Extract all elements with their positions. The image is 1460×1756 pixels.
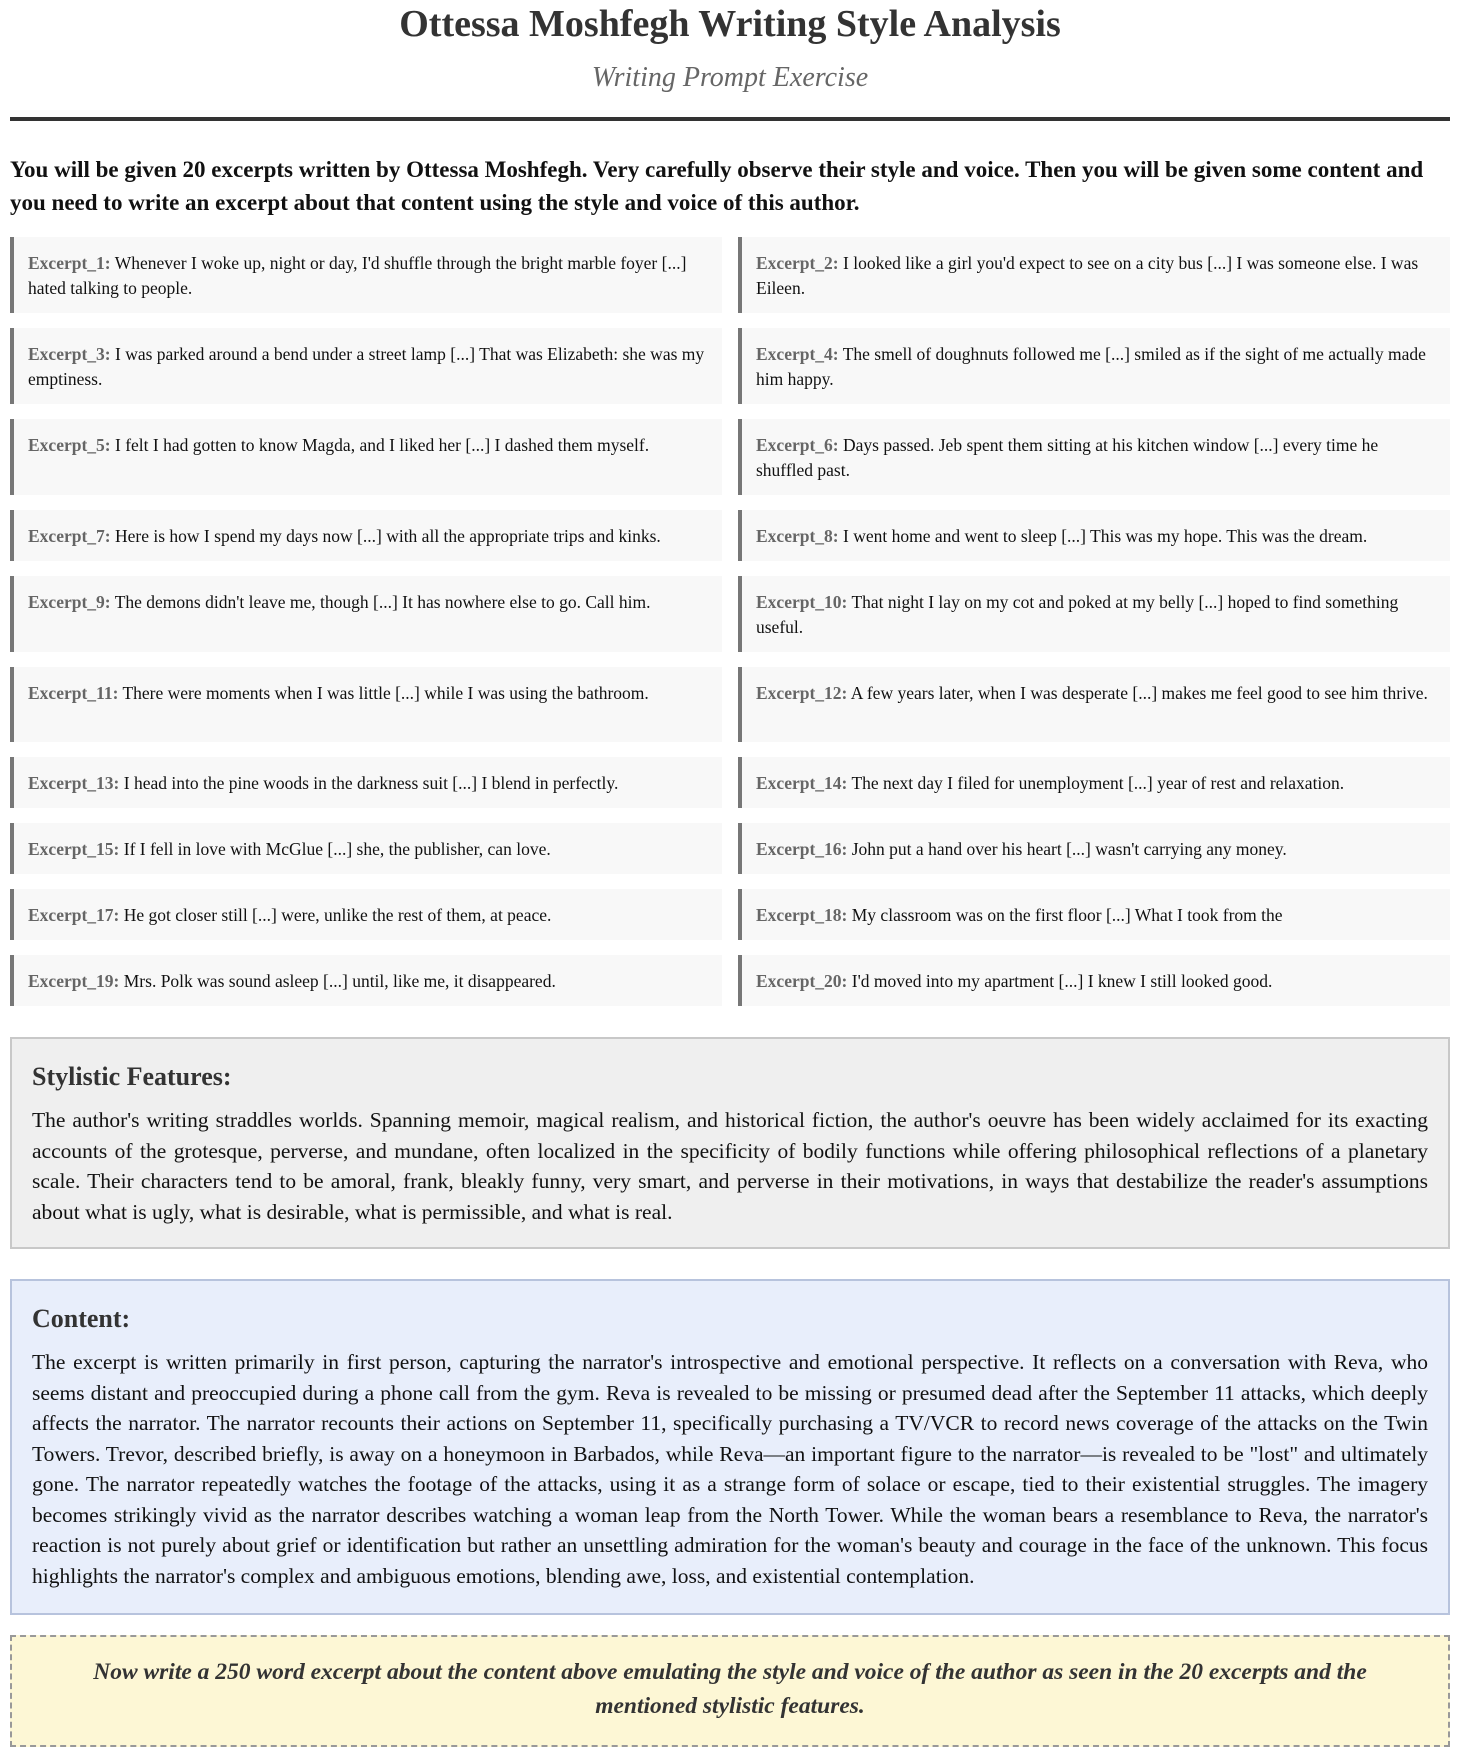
page-title: Ottessa Moshfegh Writing Style Analysis	[399, 3, 1061, 45]
excerpt-card	[738, 889, 1450, 940]
content-text: The excerpt is written primarily in first person, capturing the narrator's introspective and emotional perspective. It reflects on a conversation with Reva, who seems distant and preoccupied during a phone call from the gym. Reva is revealed to be missing or presumed dead after the September 11 attacks, which deeply affects the narrator. The narrator recounts their actions on September 11, specifically purchasing a TV/VCR to record news coverage of the attacks on the Twin Towers. Trevor, described briefly, is away on a honeymoon in Barbados, while Reva—an important figure to the narrator—is revealed to be "lost" and ultimately gone. The narrator repeatedly watches the footage of the attacks, using it as a strange form of solace or escape, tied to their existential struggles. The imagery becomes strikingly vivid as the narrator describes watching a woman leap from the North Tower. While the woman bears a resemblance to Reva, the narrator's reaction is not purely about grief or identification but rather an unsettling admiration for the woman's beauty and courage in the face of the unknown. This focus highlights the narrator's complex and ambiguous emotions, blending awe, loss, and existential contemplation.	[32, 1350, 1428, 1588]
excerpt-text: I went home and went to sleep [...] This was my hope. This was the dream.	[843, 526, 1368, 546]
excerpt-card	[738, 757, 1450, 808]
instruction-text: Now write a 250 word excerpt about the content above emulating the style and voice of the author as seen in the 20 excerpts and the mentioned stylistic features.	[93, 1659, 1367, 1719]
excerpt-text: The smell of doughnuts followed me [...] smiled as if the sight of me actually made him happy.	[756, 344, 1426, 389]
header-divider	[10, 117, 1450, 121]
excerpt-label: Excerpt_12:	[756, 683, 848, 703]
stylistic-features-text: The author's writing straddles worlds. Spanning memoir, magical realism, and historical fiction, the author's oeuvre has been widely acclaimed for its exacting accounts of the grotesque, perverse, and mundane, often localized in the specificity of bodily functions while offering philosophical reflections of a planetary scale. Their characters tend to be amoral, frank, bleakly funny, very smart, and perverse in their motivations, in ways that destabilize the reader's assumptions about what is ugly, what is desirable, what is permissible, and what is real.	[32, 1108, 1428, 1224]
excerpt-text: Mrs. Polk was sound asleep [...] until, like me, it disappeared.	[123, 971, 556, 991]
page-subtitle: Writing Prompt Exercise	[591, 62, 869, 93]
excerpt-label: Excerpt_16:	[756, 839, 848, 859]
excerpt-card	[10, 757, 722, 808]
excerpt-label: Excerpt_9:	[28, 592, 111, 612]
excerpt-label: Excerpt_4:	[756, 344, 839, 364]
excerpt-text: I felt I had gotten to know Magda, and I liked her [...] I dashed them myself.	[115, 435, 650, 455]
excerpt-text: The next day I filed for unemployment [...] year of rest and relaxation.	[851, 773, 1345, 793]
excerpt-label: Excerpt_15:	[28, 839, 120, 859]
excerpt-label: Excerpt_6:	[756, 435, 839, 455]
excerpt-card	[10, 510, 722, 561]
excerpt-label: Excerpt_14:	[756, 773, 848, 793]
excerpt-text: I looked like a girl you'd expect to see on a city bus [...] I was someone else. I was Eileen.	[756, 253, 1419, 298]
excerpt-label: Excerpt_8:	[756, 526, 839, 546]
excerpt-card	[10, 328, 722, 404]
excerpt-label: Excerpt_11:	[28, 683, 119, 703]
excerpt-text: John put a hand over his heart [...] wasn't carrying any money.	[851, 839, 1287, 859]
excerpt-text: Whenever I woke up, night or day, I'd shuffle through the bright marble foyer [...] hated talking to people.	[28, 253, 687, 298]
excerpt-label: Excerpt_7:	[28, 526, 111, 546]
stylistic-features-box	[10, 1037, 1450, 1249]
excerpt-label: Excerpt_5:	[28, 435, 111, 455]
excerpt-card	[738, 955, 1450, 1006]
excerpt-card	[10, 955, 722, 1006]
excerpt-text: Days passed. Jeb spent them sitting at his kitchen window [...] every time he shuffled past.	[756, 435, 1379, 480]
excerpt-label: Excerpt_2:	[756, 253, 839, 273]
excerpt-text: He got closer still [...] were, unlike the rest of them, at peace.	[123, 905, 552, 925]
excerpt-card	[738, 823, 1450, 874]
intro-text: You will be given 20 excerpts written by Ottessa Moshfegh. Very carefully observe their style and voice. Then you will be given some content and you need to write an excerpt about that content using the style and voice of this author.	[10, 157, 1424, 215]
excerpt-text: There were moments when I was little [...] while I was using the bathroom.	[122, 683, 649, 703]
excerpt-grid	[10, 237, 1450, 1021]
excerpt-card	[10, 823, 722, 874]
excerpt-label: Excerpt_3:	[28, 344, 111, 364]
excerpt-card	[10, 889, 722, 940]
stylistic-features-heading: Stylistic Features:	[32, 1062, 232, 1091]
excerpt-card	[738, 237, 1450, 313]
excerpt-card	[738, 667, 1450, 742]
excerpt-text: That night I lay on my cot and poked at my belly [...] hoped to find something useful.	[756, 592, 1399, 637]
excerpt-label: Excerpt_18:	[756, 905, 848, 925]
header	[10, 0, 1450, 121]
excerpt-text: The demons didn't leave me, though [...] It has nowhere else to go. Call him.	[114, 592, 651, 612]
content-box	[10, 1279, 1450, 1615]
excerpt-card	[10, 667, 722, 742]
excerpt-text: I'd moved into my apartment [...] I knew I still looked good.	[851, 971, 1273, 991]
excerpt-text: I was parked around a bend under a street lamp [...] That was Elizabeth: she was my emptiness.	[28, 344, 705, 389]
excerpt-card	[738, 419, 1450, 495]
excerpt-card	[10, 237, 722, 313]
instruction-box	[10, 1635, 1450, 1747]
excerpt-label: Excerpt_10:	[756, 592, 848, 612]
excerpt-text: A few years later, when I was desperate [...] makes me feel good to see him thrive.	[850, 683, 1428, 703]
excerpt-text: Here is how I spend my days now [...] with all the appropriate trips and kinks.	[115, 526, 661, 546]
excerpt-card	[10, 576, 722, 652]
excerpt-card	[738, 328, 1450, 404]
excerpt-card	[738, 576, 1450, 652]
excerpt-label: Excerpt_20:	[756, 971, 848, 991]
excerpt-label: Excerpt_19:	[28, 971, 120, 991]
excerpt-text: If I fell in love with McGlue [...] she, the publisher, can love.	[123, 839, 551, 859]
excerpt-label: Excerpt_13:	[28, 773, 120, 793]
excerpt-label: Excerpt_17:	[28, 905, 120, 925]
excerpt-card	[738, 510, 1450, 561]
excerpt-text: I head into the pine woods in the darkness suit [...] I blend in perfectly.	[123, 773, 619, 793]
excerpt-card	[10, 419, 722, 495]
excerpt-label: Excerpt_1:	[28, 253, 111, 273]
content-heading: Content:	[32, 1304, 131, 1333]
excerpt-text: My classroom was on the first floor [...] What I took from the	[851, 905, 1283, 925]
